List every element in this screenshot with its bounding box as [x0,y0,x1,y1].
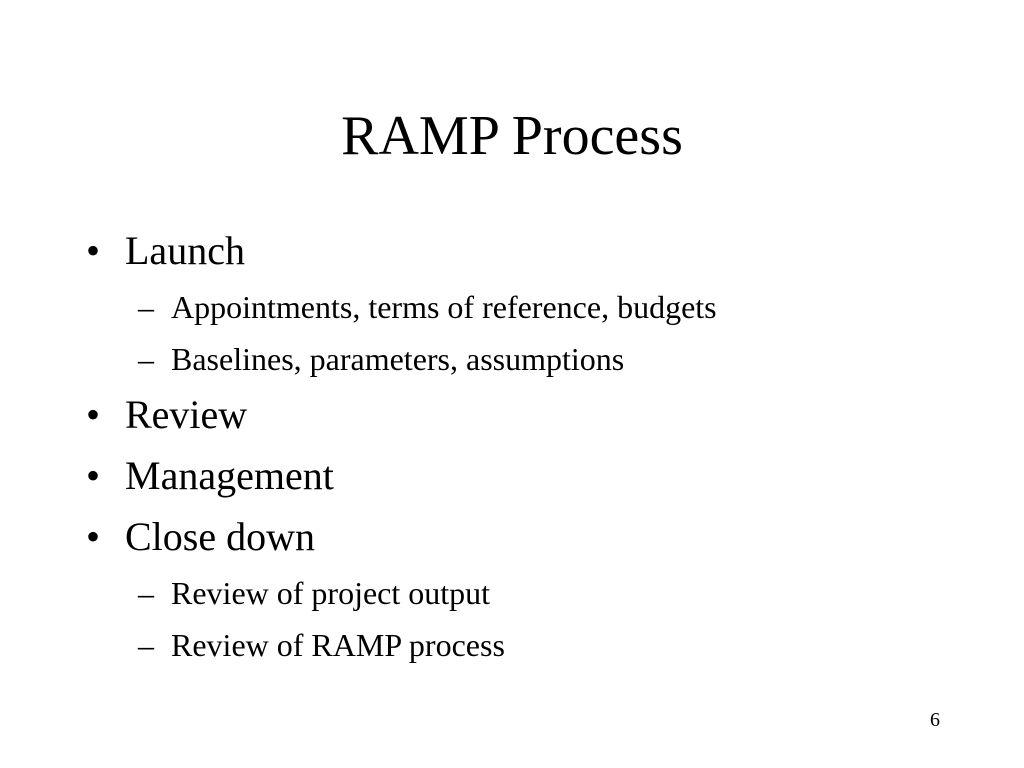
sub-bullet-marker: – [138,575,154,611]
bullet-label: Management [125,453,334,498]
bullet-label: Close down [125,514,315,559]
bullet-label: Review [125,392,248,437]
sub-bullet-label: Baselines, parameters, assumptions [171,341,625,377]
bullet-marker: • [86,228,101,273]
page-number: 6 [930,709,940,731]
slide-title: RAMP Process [341,105,683,167]
bullet-marker: • [86,514,101,559]
sub-bullet-label: Review of project output [171,575,491,611]
bullet-marker: • [86,453,101,498]
bullet-marker: • [86,392,101,437]
sub-bullet-marker: – [138,289,154,325]
sub-bullet-label: Review of RAMP process [171,627,505,663]
sub-bullet-marker: – [138,627,154,663]
bullet-label: Launch [125,228,245,273]
sub-bullet-marker: – [138,341,154,377]
sub-bullet-label: Appointments, terms of reference, budgets [171,289,717,325]
